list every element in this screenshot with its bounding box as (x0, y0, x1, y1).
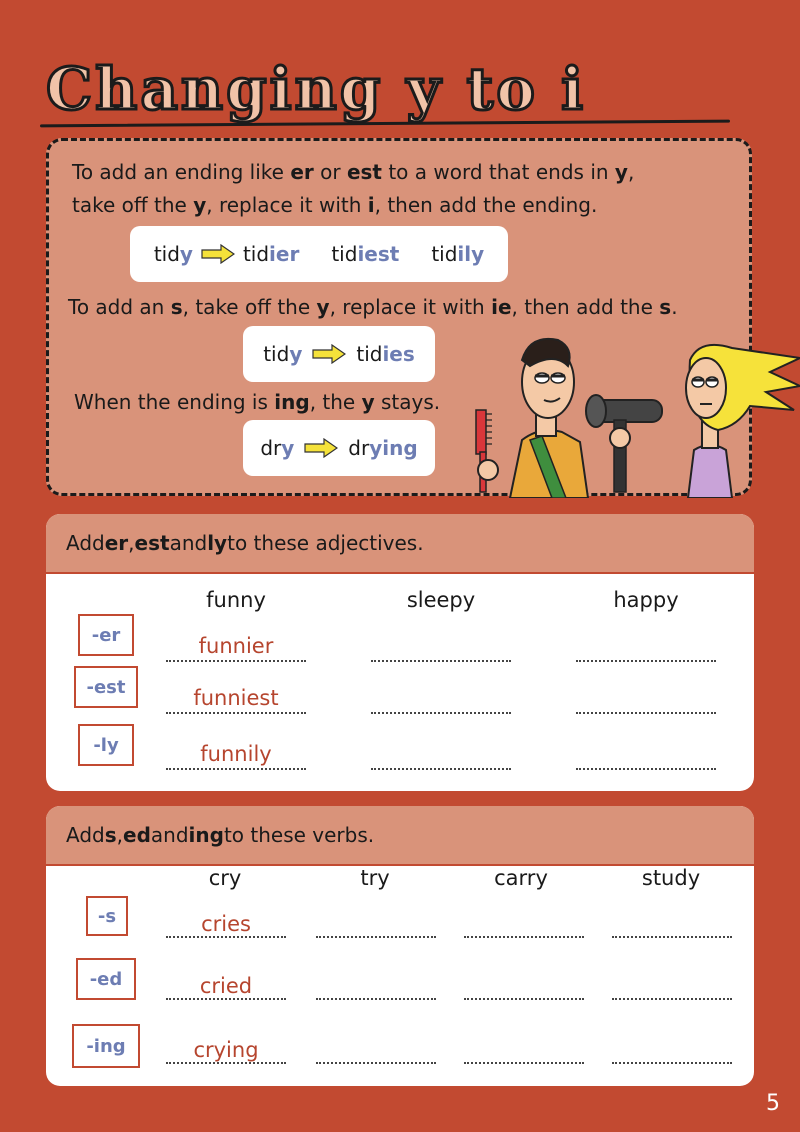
page-number: 5 (766, 1091, 780, 1116)
adjective-word: happy (613, 588, 679, 612)
verbs-instruction: Add s , ed and ing to these verbs. (46, 806, 754, 866)
rule-line-1: To add an ending like er or est to a word that ends in y, (72, 160, 635, 184)
ending-tag-ing: -ing (72, 1024, 140, 1068)
verb-word: study (641, 866, 701, 890)
answer-crying: crying (193, 1038, 259, 1062)
example-dry-ing: dry drying (243, 420, 435, 476)
answer-line[interactable] (612, 934, 732, 938)
ending-tag-er: -er (78, 614, 134, 656)
answer-line[interactable] (576, 658, 716, 662)
ending-tag-ly: -ly (78, 724, 134, 766)
verb-word: carry (494, 866, 548, 890)
rule-line-3: To add an s, take off the y, replace it with ie, then add the s. (68, 295, 678, 319)
hairdryer-cartoon-illustration (470, 330, 800, 498)
answer-line[interactable] (166, 658, 306, 662)
answer-line[interactable] (371, 710, 511, 714)
answer-funnier: funnier (198, 634, 274, 658)
answer-cried: cried (199, 974, 253, 998)
answer-line[interactable] (166, 710, 306, 714)
answer-line[interactable] (371, 766, 511, 770)
answer-line[interactable] (464, 934, 584, 938)
ending-tag-est: -est (74, 666, 138, 708)
answer-line[interactable] (464, 996, 584, 1000)
rule-line-4: When the ending is ing, the y stays. (74, 390, 441, 414)
verbs-panel (46, 806, 754, 1086)
arrow-right-icon (304, 438, 338, 458)
answer-line[interactable] (576, 766, 716, 770)
answer-line[interactable] (612, 996, 732, 1000)
example-tidy-s: tidy tidies (243, 326, 435, 382)
answer-line[interactable] (612, 1060, 732, 1064)
answer-line[interactable] (316, 1060, 436, 1064)
answer-line[interactable] (166, 766, 306, 770)
answer-funniest: funniest (193, 686, 279, 710)
answer-line[interactable] (316, 996, 436, 1000)
answer-line[interactable] (576, 710, 716, 714)
arrow-right-icon (201, 244, 235, 264)
answer-funnily: funnily (200, 742, 272, 766)
verb-word: try (360, 866, 390, 890)
arrow-right-icon (312, 344, 346, 364)
adjective-word: sleepy (406, 588, 476, 612)
verb-word: cry (208, 866, 242, 890)
answer-line[interactable] (166, 996, 286, 1000)
answer-line[interactable] (166, 934, 286, 938)
answer-line[interactable] (166, 1060, 286, 1064)
page-title: Changing y to i (46, 55, 587, 123)
answer-line[interactable] (316, 934, 436, 938)
ending-tag-ed: -ed (76, 958, 136, 1000)
answer-line[interactable] (371, 658, 511, 662)
example-tidy-er: tidy tidier tidiest tidily (130, 226, 508, 282)
adjectives-instruction: Add er , est and ly to these adjectives. (46, 514, 754, 574)
answer-line[interactable] (464, 1060, 584, 1064)
adjective-word: funny (206, 588, 266, 612)
adjectives-panel (46, 514, 754, 791)
rule-line-2: take off the y, replace it with i, then add the ending. (72, 193, 598, 217)
answer-cries: cries (201, 912, 251, 936)
ending-tag-s: -s (86, 896, 128, 936)
